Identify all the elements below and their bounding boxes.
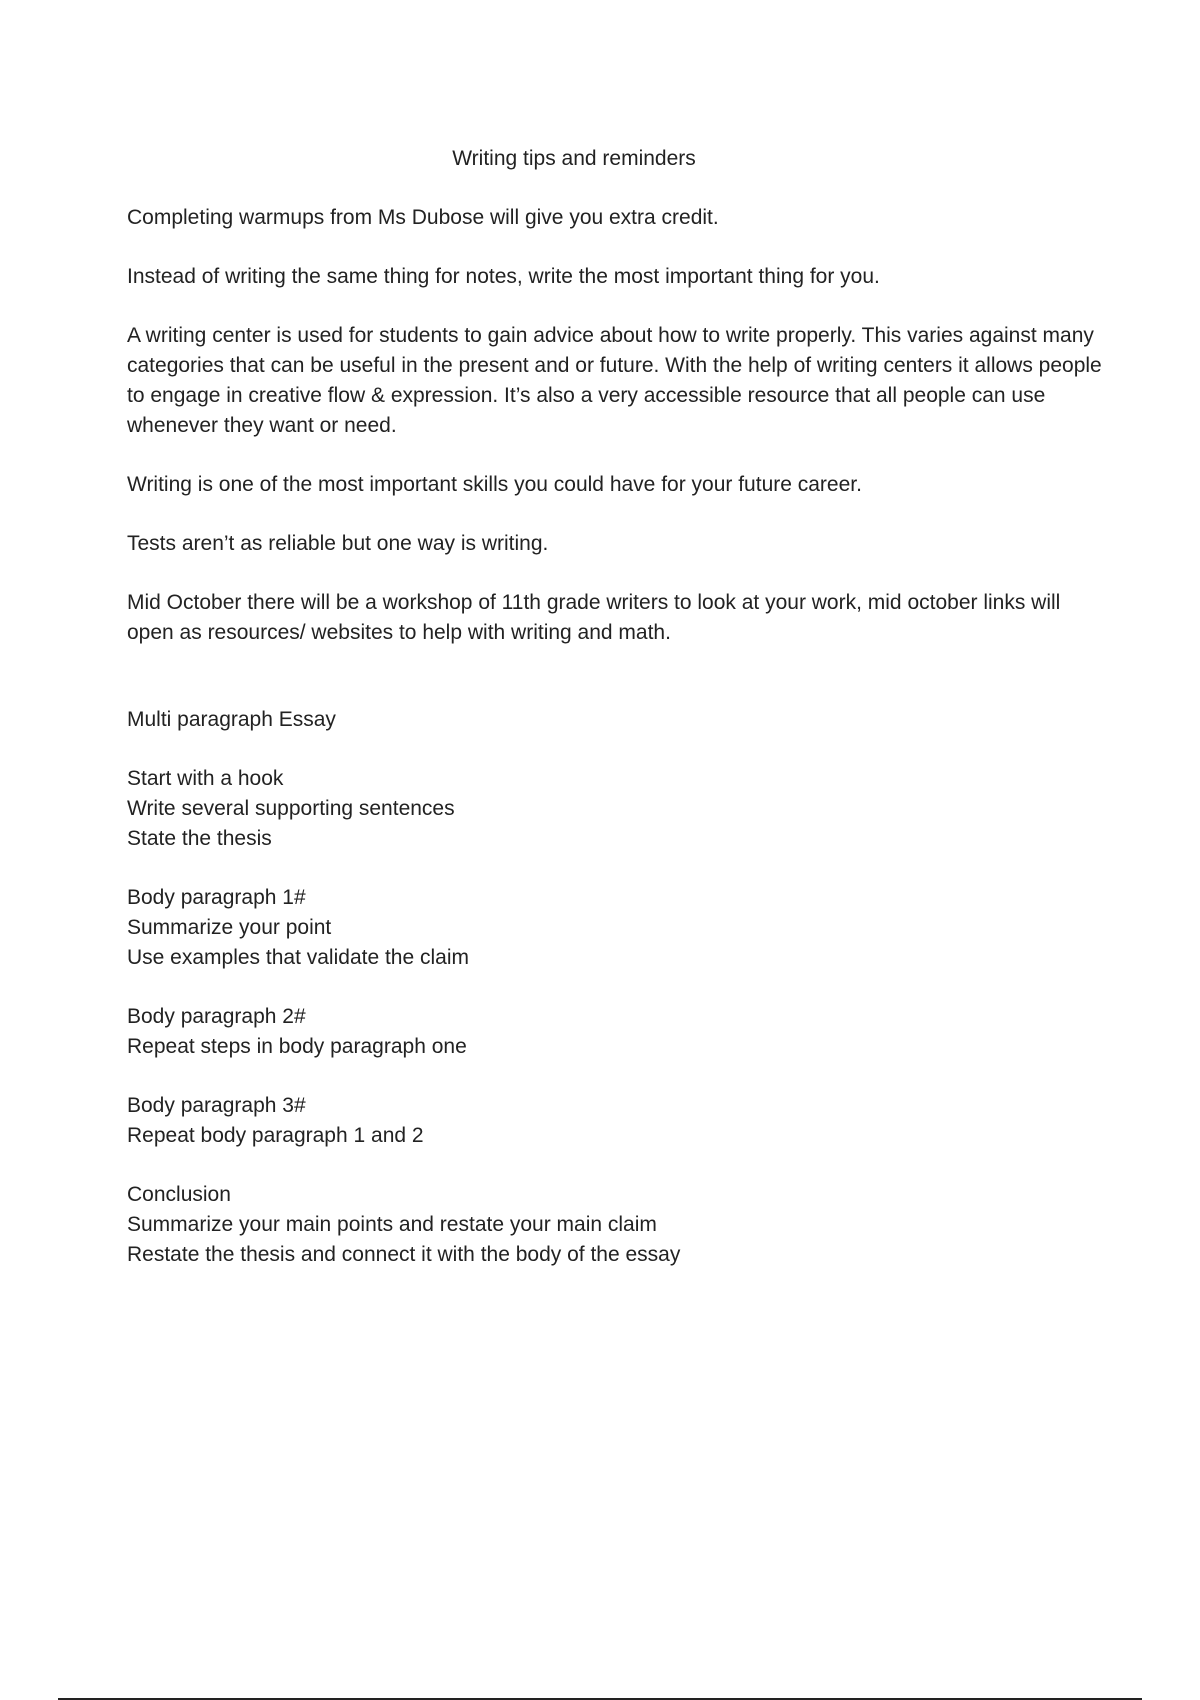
- essay-line: Restate the thesis and connect it with the body of the essay: [127, 1243, 681, 1266]
- essay-section-body-3: [127, 1091, 1102, 1151]
- essay-line: Body paragraph 3#: [127, 1094, 306, 1117]
- essay-line: Summarize your point: [127, 916, 332, 939]
- essay-section-intro: [127, 764, 1102, 854]
- essay-line: Repeat body paragraph 1 and 2: [127, 1124, 424, 1147]
- paragraph-writing-skills: Writing is one of the most important skills you could have for your future career.: [127, 473, 862, 496]
- essay-line: Start with a hook: [127, 767, 284, 790]
- essay-line: Use examples that validate the claim: [127, 946, 469, 969]
- document-title: Writing tips and reminders: [452, 147, 696, 170]
- essay-section-conclusion: [127, 1180, 1102, 1270]
- essay-section-body-2: [127, 1002, 1102, 1062]
- paragraph-warmups: Completing warmups from Ms Dubose will give you extra credit.: [127, 206, 719, 229]
- essay-heading: Multi paragraph Essay: [127, 708, 336, 731]
- document-body: [127, 203, 1102, 1299]
- paragraph-tests: Tests aren’t as reliable but one way is writing.: [127, 532, 549, 555]
- essay-line: State the thesis: [127, 827, 272, 850]
- essay-line: Body paragraph 1#: [127, 886, 306, 909]
- essay-line: Repeat steps in body paragraph one: [127, 1035, 467, 1058]
- essay-section-body-1: [127, 883, 1102, 973]
- essay-line: Write several supporting sentences: [127, 797, 455, 820]
- paragraph-workshop: Mid October there will be a workshop of 11th grade writers to look at your work, mid october links will open as resources/ websites to help with writing and math.: [127, 591, 1061, 644]
- essay-line: Conclusion: [127, 1183, 231, 1206]
- essay-line: Summarize your main points and restate your main claim: [127, 1213, 657, 1236]
- essay-line: Body paragraph 2#: [127, 1005, 306, 1028]
- paragraph-notes: Instead of writing the same thing for notes, write the most important thing for you.: [127, 265, 880, 288]
- paragraph-writing-center: A writing center is used for students to gain advice about how to write properly. This varies against many categories that can be useful in the present and or future. With the help of writing centers it allows people to engage in creative flow & expression. It’s also a very accessible resource that all people can use whenever they want or need.: [127, 324, 1102, 437]
